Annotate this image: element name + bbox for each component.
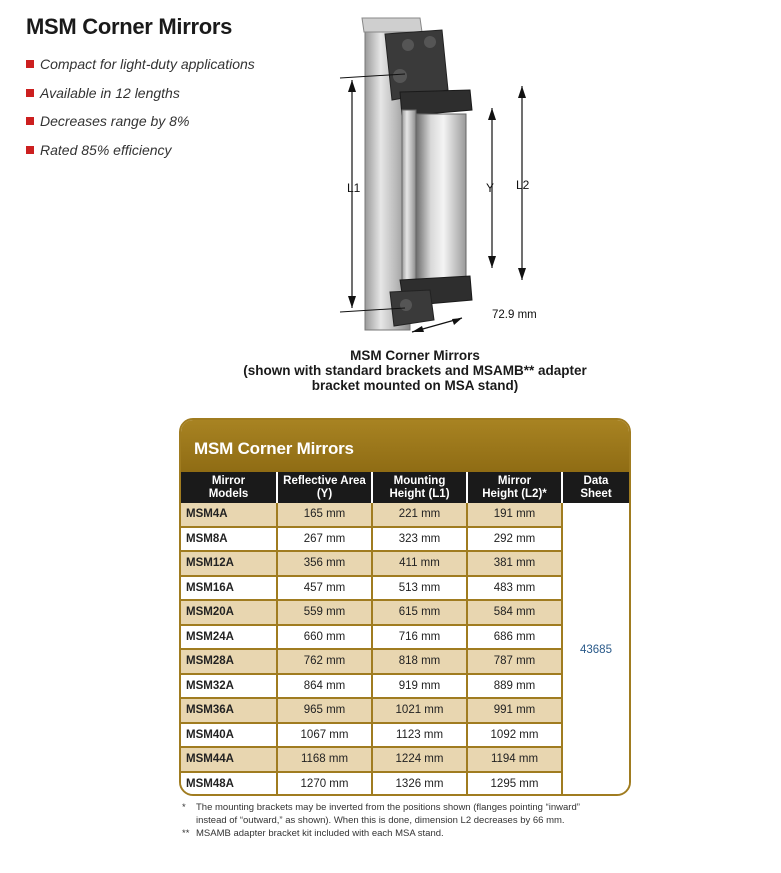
- header-mirror-height: Mirror Height (L2)*: [468, 472, 563, 503]
- spec-table-header-bar: [181, 420, 629, 472]
- model-cell: MSM12A: [181, 552, 278, 577]
- mirror-height-cell: 889 mm: [468, 675, 563, 700]
- table-row: [181, 675, 629, 700]
- mirror-height-cell: 381 mm: [468, 552, 563, 577]
- header-mounting-height: Mounting Height (L1): [373, 472, 468, 503]
- footnote-mark: *: [182, 802, 186, 813]
- bullet-square-icon: [26, 117, 34, 125]
- datasheet-number[interactable]: 43685: [563, 503, 629, 796]
- header-mirror-models: Mirror Models: [181, 472, 278, 503]
- product-figure: [330, 10, 590, 345]
- feature-list: [26, 50, 255, 164]
- model-cell: MSM16A: [181, 577, 278, 602]
- spec-table-title: MSM Corner Mirrors: [194, 439, 354, 458]
- mounting-cell: 1021 mm: [373, 699, 468, 724]
- mirror-height-cell: 191 mm: [468, 503, 563, 528]
- caption-line: bracket mounted on MSA stand): [311, 378, 519, 393]
- mirror-height-cell: 483 mm: [468, 577, 563, 602]
- table-row: [181, 528, 629, 553]
- feature-item: [26, 50, 255, 79]
- mounting-cell: 411 mm: [373, 552, 468, 577]
- table-row: [181, 577, 629, 602]
- table-header-row: [181, 472, 629, 503]
- header-data-sheet: Data Sheet: [563, 472, 629, 503]
- feature-text: Decreases range by 8%: [40, 113, 190, 130]
- mirror-height-cell: 584 mm: [468, 601, 563, 626]
- mounting-cell: 919 mm: [373, 675, 468, 700]
- reflective-cell: 1067 mm: [278, 724, 373, 749]
- footnote-mark: **: [182, 828, 190, 839]
- spec-table-panel: [179, 418, 631, 796]
- bullet-square-icon: [26, 146, 34, 154]
- reflective-cell: 457 mm: [278, 577, 373, 602]
- footnote-1-continued: instead of “outward,” as shown). When this is done, dimension L2 decreases by 66 mm.: [196, 815, 565, 826]
- reflective-cell: 356 mm: [278, 552, 373, 577]
- footnote-1: [182, 801, 580, 814]
- model-cell: MSM44A: [181, 748, 278, 773]
- reflective-cell: 165 mm: [278, 503, 373, 528]
- model-cell: MSM32A: [181, 675, 278, 700]
- table-row: [181, 601, 629, 626]
- model-cell: MSM4A: [181, 503, 278, 528]
- table-row: [181, 773, 629, 797]
- mounting-cell: 716 mm: [373, 626, 468, 651]
- feature-item: [26, 136, 255, 165]
- corner-mirror-illustration: [330, 10, 590, 345]
- figure-caption: [200, 348, 630, 393]
- mirror-height-cell: 686 mm: [468, 626, 563, 651]
- mirror-height-cell: 787 mm: [468, 650, 563, 675]
- mirror-height-cell: 1295 mm: [468, 773, 563, 797]
- width-dimension-label: 72.9 mm: [492, 309, 537, 321]
- table-row: [181, 626, 629, 651]
- y-dimension-label: Y: [486, 181, 495, 195]
- spec-table: [181, 472, 629, 796]
- bullet-square-icon: [26, 89, 34, 97]
- mirror-height-cell: 1194 mm: [468, 748, 563, 773]
- reflective-cell: 559 mm: [278, 601, 373, 626]
- mirror-height-cell: 1092 mm: [468, 724, 563, 749]
- bullet-square-icon: [26, 60, 34, 68]
- footnote-text: MSAMB adapter bracket kit included with each MSA stand.: [196, 828, 444, 839]
- reflective-cell: 965 mm: [278, 699, 373, 724]
- mounting-cell: 1123 mm: [373, 724, 468, 749]
- model-cell: MSM20A: [181, 601, 278, 626]
- header-reflective-area: Reflective Area (Y): [278, 472, 373, 503]
- footnote-2: [182, 827, 580, 840]
- table-row: [181, 503, 629, 528]
- mirror-height-cell: 991 mm: [468, 699, 563, 724]
- mounting-cell: 221 mm: [373, 503, 468, 528]
- mounting-cell: 1224 mm: [373, 748, 468, 773]
- footnote-text: The mounting brackets may be inverted from the positions shown (flanges pointing “inward”: [196, 802, 580, 813]
- feature-text: Available in 12 lengths: [40, 84, 180, 101]
- model-cell: MSM40A: [181, 724, 278, 749]
- table-row: [181, 699, 629, 724]
- model-cell: MSM8A: [181, 528, 278, 553]
- table-row: [181, 552, 629, 577]
- mounting-cell: 818 mm: [373, 650, 468, 675]
- feature-item: [26, 107, 255, 136]
- reflective-cell: 864 mm: [278, 675, 373, 700]
- model-cell: MSM48A: [181, 773, 278, 797]
- reflective-cell: 762 mm: [278, 650, 373, 675]
- mounting-cell: 1326 mm: [373, 773, 468, 797]
- feature-text: Rated 85% efficiency: [40, 141, 172, 158]
- mounting-cell: 615 mm: [373, 601, 468, 626]
- reflective-cell: 1168 mm: [278, 748, 373, 773]
- l1-dimension-label: L1: [347, 181, 361, 195]
- reflective-cell: 267 mm: [278, 528, 373, 553]
- footnotes: [182, 801, 580, 840]
- table-row: [181, 724, 629, 749]
- reflective-cell: 660 mm: [278, 626, 373, 651]
- model-cell: MSM36A: [181, 699, 278, 724]
- table-row: [181, 650, 629, 675]
- mounting-cell: 323 mm: [373, 528, 468, 553]
- page-title: MSM Corner Mirrors: [26, 14, 233, 39]
- l2-dimension-label: L2: [516, 178, 530, 192]
- caption-line: (shown with standard brackets and MSAMB** adapter: [243, 363, 587, 378]
- mounting-cell: 513 mm: [373, 577, 468, 602]
- model-cell: MSM24A: [181, 626, 278, 651]
- feature-text: Compact for light-duty applications: [40, 56, 255, 73]
- mirror-height-cell: 292 mm: [468, 528, 563, 553]
- table-row: [181, 748, 629, 773]
- feature-item: [26, 79, 255, 108]
- caption-line: MSM Corner Mirrors: [350, 348, 480, 363]
- reflective-cell: 1270 mm: [278, 773, 373, 797]
- model-cell: MSM28A: [181, 650, 278, 675]
